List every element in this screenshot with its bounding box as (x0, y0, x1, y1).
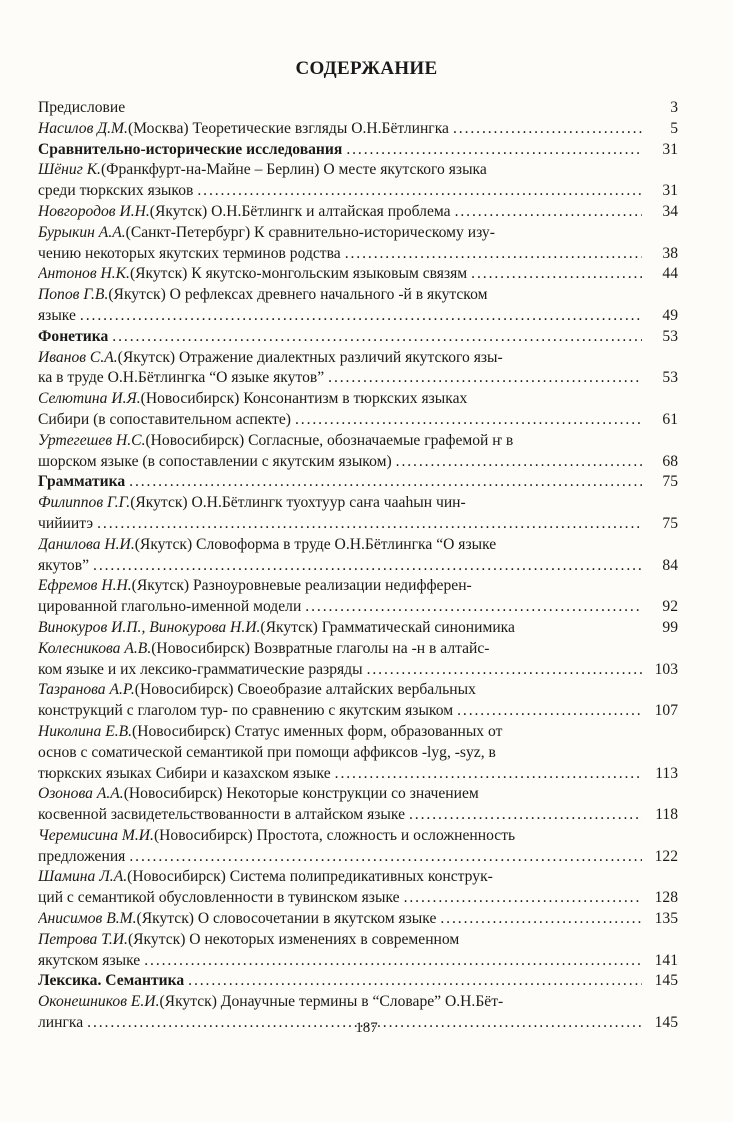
entry-author: Николина Е.В. (38, 722, 133, 740)
entry-author: Попов Г.В. (38, 286, 109, 304)
toc-entry (38, 909, 678, 930)
entry-author: Тазранова А.Р. (38, 681, 135, 699)
toc-section (38, 472, 678, 493)
entry-author: Шёниг К. (38, 161, 101, 179)
table-of-contents (38, 98, 678, 1034)
entry-title: (Новосибирск) Некоторые конструкции со значением (123, 785, 479, 803)
entry-page: 75 (662, 473, 678, 491)
entry-author: Бурыкин А.А. (38, 223, 126, 241)
entry-page: 135 (654, 910, 678, 928)
entry-title: (Новосибирск) Система полипредикативных конструк- (127, 868, 493, 886)
entry-page: 118 (655, 806, 678, 824)
entry-author: Иванов С.А. (38, 348, 118, 366)
entry-title-cont: Сибири (в сопоставительном аспекте) (38, 410, 291, 428)
toc-entry (38, 223, 678, 265)
entry-title: (Якутск) К якутско-монгольским языковым связям (129, 265, 468, 283)
entry-title-cont: шорском языке (в сопоставлении с якутским языком) (38, 452, 392, 470)
toc-entry (38, 639, 678, 681)
entry-author: Винокуров И.П., Винокурова Н.И. (38, 618, 261, 636)
entry-title: (Якутск) О словосочетании в якутском языке (136, 910, 437, 928)
page-number: 187 (355, 1020, 378, 1036)
entry-page: 145 (654, 1014, 678, 1032)
entry-title-cont: ка в труде О.Н.Бётлингка “О языке якутов” (38, 369, 325, 387)
toc-entry (38, 160, 678, 202)
section-title: Сравнительно-исторические исследования (38, 140, 343, 158)
entry-author: Данилова Н.И. (38, 535, 135, 553)
entry-page: 128 (654, 889, 678, 907)
entry-title: (Якутск) Разноуровневые реализации недифферен- (131, 577, 472, 595)
entry-title: Предисловие (38, 99, 126, 116)
entry-title-cont: предложения (38, 847, 126, 865)
entry-title: (Якутск) О некоторых изменениях в современном (127, 930, 460, 948)
entry-title: (Якутск) Донаучные термины в “Словаре” О.Н.Бёт- (159, 993, 504, 1011)
entry-title-cont: среди тюркских языков (38, 182, 194, 200)
entry-page: 31 (662, 182, 678, 200)
entry-title: (Новосибирск) Статус именных форм, образованных от (132, 722, 503, 740)
toc-entry (38, 264, 678, 285)
entry-title: (Новосибирск) Простота, сложность и осложненность (153, 826, 516, 844)
entry-page: 92 (662, 598, 678, 616)
page-title: СОДЕРЖАНИЕ (295, 58, 438, 79)
entry-page: 53 (662, 369, 678, 387)
entry-author: Озонова А.А. (38, 785, 124, 803)
entry-title: (Москва) Теоретические взгляды О.Н.Бётлингка (127, 119, 449, 137)
entry-title-cont: лингка (38, 1014, 84, 1032)
section-title: Лексика. Семантика (38, 972, 185, 990)
entry-title: (Новосибирск) Консонантизм в тюркских языках (140, 390, 468, 408)
entry-page: 49 (662, 306, 678, 324)
entry-author: Черемисина М.И. (38, 826, 154, 844)
entry-author: Филиппов Г.Г. (38, 494, 131, 512)
entry-author: Селютина И.Я. (38, 390, 141, 408)
entry-page: 31 (662, 140, 678, 158)
section-title: Фонетика (38, 327, 109, 345)
entry-author: Новгородов И.Н. (38, 202, 150, 220)
entry-page: 44 (662, 265, 678, 283)
entry-page: 99 (662, 618, 678, 636)
entry-author: Антонов Н.К. (38, 265, 130, 283)
entry-page: 53 (662, 327, 678, 345)
entry-page: 38 (662, 244, 678, 262)
entry-title-cont: основ с соматической семантикой при помощи аффиксов -lyg, -syz, в (38, 743, 496, 761)
entry-title-cont: языке (38, 306, 76, 324)
entry-author: Оконешников Е.И. (38, 993, 160, 1011)
entry-page: 145 (654, 972, 678, 990)
toc-section (38, 327, 678, 348)
entry-title-cont: чению некоторых якутских терминов родства (38, 244, 341, 262)
entry-page: 68 (662, 452, 678, 470)
entry-page: 122 (654, 847, 678, 865)
toc-entry (38, 431, 678, 473)
entry-title: (Якутск) Словоформа в труде О.Н.Бётлингка “О языке (134, 535, 497, 553)
entry-page: 5 (670, 119, 678, 137)
entry-author: Насилов Д.М. (38, 119, 128, 137)
entry-title: (Новосибирск) Согласные, обозначаемые графемой ҥ в (145, 431, 514, 449)
toc-entry (38, 493, 678, 535)
entry-author: Шамина Л.А. (38, 868, 128, 886)
toc-entry (38, 389, 678, 431)
entry-title: (Новосибирск) Возвратные глаголы на -н в алтайс- (151, 639, 490, 657)
entry-title: (Якутск) О.Н.Бётлингк туохтуур саҥа чааһын чин- (130, 494, 466, 512)
entry-title: (Якутск) Отражение диалектных различий якутского язы- (117, 348, 503, 366)
section-title: Грамматика (38, 473, 126, 491)
entry-title-cont: якутов” (38, 556, 90, 574)
toc-entry (38, 202, 678, 223)
toc-section (38, 140, 678, 161)
entry-page: 113 (655, 764, 678, 782)
entry-title: (Санкт-Петербург) К сравнительно-историческому изу- (125, 223, 495, 241)
entry-title: (Якутск) Грамматическай синонимика (260, 618, 515, 636)
entry-title-cont: конструкций с глаголом тур- по сравнению с якутским языком (38, 702, 454, 720)
entry-title-cont: косвенной засвидетельствованности в алтайском языке (38, 806, 405, 824)
entry-page: 107 (654, 702, 678, 720)
toc-section (38, 971, 678, 992)
toc-entry (38, 618, 678, 639)
entry-title-cont: чийиитэ (38, 514, 94, 532)
entry-page: 61 (662, 410, 678, 428)
toc-entry (38, 930, 678, 972)
entry-title-cont: тюркских языках Сибири и казахском языке (38, 764, 331, 782)
toc-entry (38, 576, 678, 618)
entry-page: 3 (670, 99, 678, 116)
entry-page: 75 (662, 514, 678, 532)
entry-title-cont: цированной глагольно-именной модели (38, 598, 302, 616)
entry-page: 103 (654, 660, 678, 678)
entry-page: 34 (662, 202, 678, 220)
entry-author: Колесникова А.В. (38, 639, 152, 657)
toc-entry (38, 722, 678, 784)
entry-title: (Якутск) О.Н.Бётлингк и алтайская проблема (149, 202, 451, 220)
entry-author: Анисимов В.М. (38, 910, 137, 928)
toc-entry (38, 348, 678, 390)
entry-author: Петрова Т.И. (38, 930, 128, 948)
entry-title: (Якутск) О рефлексах древнего начального -й в якутском (108, 286, 488, 304)
toc-entry (38, 535, 678, 577)
entry-author: Уртегешев Н.С. (38, 431, 146, 449)
entry-page: 84 (662, 556, 678, 574)
entry-title-cont: ком языке и их лексико-грамматические разряды (38, 660, 363, 678)
toc-entry (38, 119, 678, 140)
entry-title-cont: якутском языке (38, 951, 141, 969)
toc-entry (38, 867, 678, 909)
entry-title-cont: ций с семантикой обусловленности в тувинском языке (38, 889, 400, 907)
toc-entry (38, 680, 678, 722)
toc-entry (38, 784, 678, 826)
toc-entry (38, 98, 678, 119)
toc-entry (38, 826, 678, 868)
entry-author: Ефремов Н.Н. (38, 577, 132, 595)
entry-page: 141 (654, 951, 678, 969)
toc-entry (38, 285, 678, 327)
entry-title: (Франкфурт-на-Майне – Берлин) О месте якутского языка (100, 161, 487, 179)
entry-title: (Новосибирск) Своеобразие алтайских вербальных (134, 681, 476, 699)
